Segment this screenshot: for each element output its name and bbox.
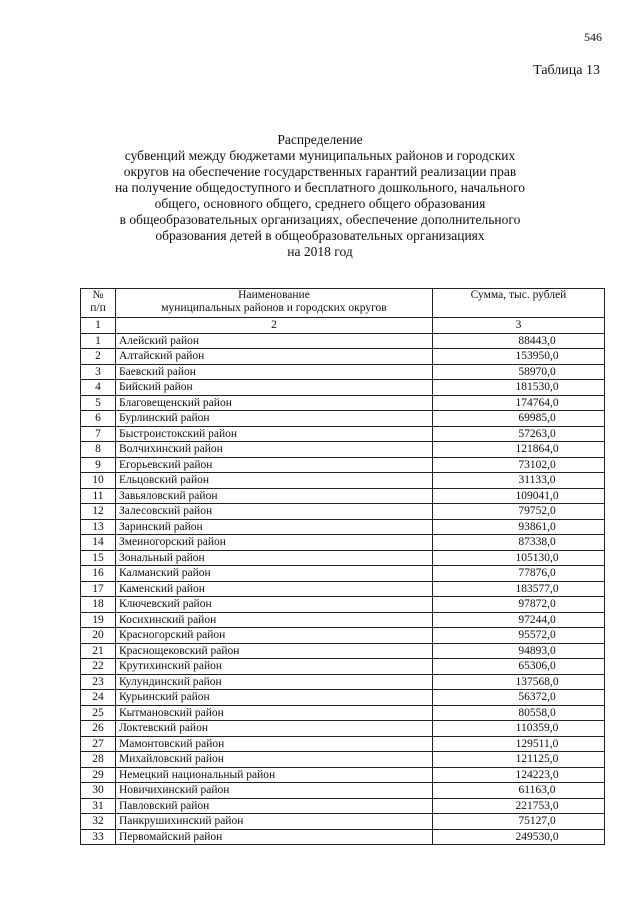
table-row bbox=[81, 457, 605, 473]
subvention-sum: 57263,0 bbox=[433, 426, 605, 442]
row-number: 16 bbox=[81, 566, 116, 582]
district-name: Бурлинский район bbox=[116, 411, 433, 427]
subvention-sum: 249530,0 bbox=[433, 829, 605, 845]
heading-line: образования детей в общеобразовательных организациях bbox=[155, 228, 485, 243]
table-row bbox=[81, 380, 605, 396]
district-name: Егорьевский район bbox=[116, 457, 433, 473]
table-row bbox=[81, 643, 605, 659]
table-row bbox=[81, 752, 605, 768]
row-number: 6 bbox=[81, 411, 116, 427]
row-number: 23 bbox=[81, 674, 116, 690]
table-row bbox=[81, 736, 605, 752]
table-row bbox=[81, 333, 605, 349]
column-number: 3 bbox=[433, 318, 605, 334]
subvention-sum: 69985,0 bbox=[433, 411, 605, 427]
district-name: Заринский район bbox=[116, 519, 433, 535]
subvention-sum: 75127,0 bbox=[433, 814, 605, 830]
page-number: 546 bbox=[584, 30, 602, 44]
row-number: 5 bbox=[81, 395, 116, 411]
district-name: Бийский район bbox=[116, 380, 433, 396]
table-row bbox=[81, 395, 605, 411]
district-name: Зональный район bbox=[116, 550, 433, 566]
subvention-sum: 129511,0 bbox=[433, 736, 605, 752]
district-name: Локтевский район bbox=[116, 721, 433, 737]
district-name: Панкрушихинский район bbox=[116, 814, 433, 830]
subvention-sum: 183577,0 bbox=[433, 581, 605, 597]
heading-line: субвенций между бюджетами муниципальных районов и городских bbox=[124, 148, 516, 163]
row-number: 27 bbox=[81, 736, 116, 752]
district-name: Каменский район bbox=[116, 581, 433, 597]
row-number: 3 bbox=[81, 364, 116, 380]
row-number: 31 bbox=[81, 798, 116, 814]
row-number: 13 bbox=[81, 519, 116, 535]
column-number-row bbox=[81, 318, 605, 334]
table-row bbox=[81, 364, 605, 380]
row-number: 28 bbox=[81, 752, 116, 768]
header-number: № п/п bbox=[81, 289, 116, 318]
row-number: 2 bbox=[81, 349, 116, 365]
table-row bbox=[81, 426, 605, 442]
district-name: Кытмановский район bbox=[116, 705, 433, 721]
district-name: Алтайский район bbox=[116, 349, 433, 365]
district-name: Мамонтовский район bbox=[116, 736, 433, 752]
table-label: Таблица 13 bbox=[533, 63, 600, 78]
district-name: Завьяловский район bbox=[116, 488, 433, 504]
district-name: Благовещенский район bbox=[116, 395, 433, 411]
subvention-sum: 65306,0 bbox=[433, 659, 605, 675]
table-row bbox=[81, 690, 605, 706]
subvention-sum: 31133,0 bbox=[433, 473, 605, 489]
table-row bbox=[81, 504, 605, 520]
row-number: 15 bbox=[81, 550, 116, 566]
row-number: 11 bbox=[81, 488, 116, 504]
header-name: Наименование муниципальных районов и городских округов bbox=[116, 289, 433, 318]
district-name: Курьинский район bbox=[116, 690, 433, 706]
heading-line: общего, основного общего, среднего общего образования bbox=[154, 196, 486, 211]
table-row bbox=[81, 473, 605, 489]
column-number: 1 bbox=[81, 318, 116, 334]
distribution-table bbox=[80, 288, 605, 845]
district-name: Михайловский район bbox=[116, 752, 433, 768]
subvention-sum: 58970,0 bbox=[433, 364, 605, 380]
table-row bbox=[81, 628, 605, 644]
table-row bbox=[81, 566, 605, 582]
district-name: Ельцовский район bbox=[116, 473, 433, 489]
row-number: 7 bbox=[81, 426, 116, 442]
district-name: Ключевский район bbox=[116, 597, 433, 613]
row-number: 19 bbox=[81, 612, 116, 628]
table-row bbox=[81, 612, 605, 628]
row-number: 30 bbox=[81, 783, 116, 799]
subvention-sum: 97244,0 bbox=[433, 612, 605, 628]
row-number: 32 bbox=[81, 814, 116, 830]
row-number: 9 bbox=[81, 457, 116, 473]
table-row bbox=[81, 581, 605, 597]
subvention-sum: 181530,0 bbox=[433, 380, 605, 396]
subvention-sum: 110359,0 bbox=[433, 721, 605, 737]
subvention-sum: 105130,0 bbox=[433, 550, 605, 566]
subvention-sum: 95572,0 bbox=[433, 628, 605, 644]
heading-line: на 2018 год bbox=[287, 244, 353, 259]
table-row bbox=[81, 798, 605, 814]
row-number: 29 bbox=[81, 767, 116, 783]
column-number: 2 bbox=[116, 318, 433, 334]
table-row bbox=[81, 767, 605, 783]
subvention-sum: 93861,0 bbox=[433, 519, 605, 535]
table-row bbox=[81, 721, 605, 737]
subvention-sum: 88443,0 bbox=[433, 333, 605, 349]
district-name: Алейский район bbox=[116, 333, 433, 349]
row-number: 25 bbox=[81, 705, 116, 721]
row-number: 4 bbox=[81, 380, 116, 396]
subvention-sum: 87338,0 bbox=[433, 535, 605, 551]
table-row bbox=[81, 829, 605, 845]
subvention-sum: 79752,0 bbox=[433, 504, 605, 520]
district-name: Калманский район bbox=[116, 566, 433, 582]
row-number: 21 bbox=[81, 643, 116, 659]
subvention-sum: 174764,0 bbox=[433, 395, 605, 411]
table-header-row bbox=[81, 289, 605, 318]
heading-line: округов на обеспечение государственных гарантий реализации прав bbox=[123, 164, 517, 179]
table-row bbox=[81, 783, 605, 799]
district-name: Новичихинский район bbox=[116, 783, 433, 799]
row-number: 26 bbox=[81, 721, 116, 737]
table-row bbox=[81, 442, 605, 458]
subvention-sum: 124223,0 bbox=[433, 767, 605, 783]
subvention-sum: 73102,0 bbox=[433, 457, 605, 473]
district-name: Змеиногорский район bbox=[116, 535, 433, 551]
table-row bbox=[81, 519, 605, 535]
row-number: 22 bbox=[81, 659, 116, 675]
document-heading bbox=[70, 132, 570, 260]
table-row bbox=[81, 550, 605, 566]
table-row bbox=[81, 488, 605, 504]
subvention-sum: 121125,0 bbox=[433, 752, 605, 768]
table-row bbox=[81, 814, 605, 830]
district-name: Краснощековский район bbox=[116, 643, 433, 659]
subvention-sum: 94893,0 bbox=[433, 643, 605, 659]
subvention-sum: 109041,0 bbox=[433, 488, 605, 504]
district-name: Красногорский район bbox=[116, 628, 433, 644]
heading-line: на получение общедоступного и бесплатного дошкольного, начального bbox=[114, 180, 526, 195]
row-number: 12 bbox=[81, 504, 116, 520]
row-number: 33 bbox=[81, 829, 116, 845]
row-number: 10 bbox=[81, 473, 116, 489]
header-sum: Сумма, тыс. рублей bbox=[433, 289, 605, 318]
row-number: 17 bbox=[81, 581, 116, 597]
subvention-sum: 153950,0 bbox=[433, 349, 605, 365]
table-row bbox=[81, 411, 605, 427]
district-name: Залесовский район bbox=[116, 504, 433, 520]
district-name: Волчихинский район bbox=[116, 442, 433, 458]
row-number: 1 bbox=[81, 333, 116, 349]
district-name: Крутихинский район bbox=[116, 659, 433, 675]
table-row bbox=[81, 597, 605, 613]
district-name: Косихинский район bbox=[116, 612, 433, 628]
table-row bbox=[81, 705, 605, 721]
district-name: Немецкий национальный район bbox=[116, 767, 433, 783]
row-number: 24 bbox=[81, 690, 116, 706]
district-name: Быстроистокский район bbox=[116, 426, 433, 442]
subvention-sum: 97872,0 bbox=[433, 597, 605, 613]
table-row bbox=[81, 659, 605, 675]
district-name: Баевский район bbox=[116, 364, 433, 380]
heading-line: Распределение bbox=[277, 132, 363, 147]
subvention-sum: 121864,0 bbox=[433, 442, 605, 458]
row-number: 20 bbox=[81, 628, 116, 644]
subvention-sum: 137568,0 bbox=[433, 674, 605, 690]
row-number: 14 bbox=[81, 535, 116, 551]
table-row bbox=[81, 349, 605, 365]
subvention-sum: 77876,0 bbox=[433, 566, 605, 582]
subvention-sum: 56372,0 bbox=[433, 690, 605, 706]
district-name: Первомайский район bbox=[116, 829, 433, 845]
subvention-sum: 221753,0 bbox=[433, 798, 605, 814]
district-name: Павловский район bbox=[116, 798, 433, 814]
heading-line: в общеобразовательных организациях, обеспечение дополнительного bbox=[119, 212, 521, 227]
subvention-sum: 80558,0 bbox=[433, 705, 605, 721]
table-row bbox=[81, 535, 605, 551]
row-number: 8 bbox=[81, 442, 116, 458]
subvention-sum: 61163,0 bbox=[433, 783, 605, 799]
row-number: 18 bbox=[81, 597, 116, 613]
district-name: Кулундинский район bbox=[116, 674, 433, 690]
table-row bbox=[81, 674, 605, 690]
